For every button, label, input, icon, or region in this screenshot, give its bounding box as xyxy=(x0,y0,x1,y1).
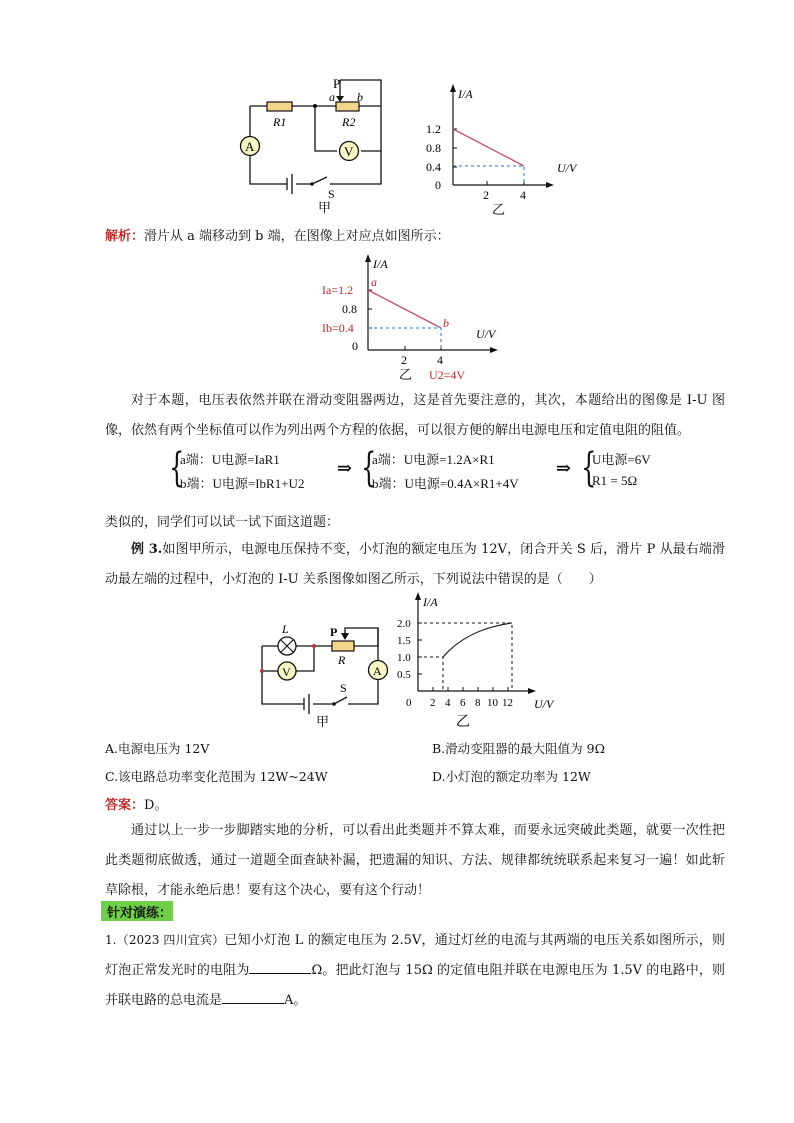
iu-graph-1 xyxy=(420,82,590,217)
graph2-ytick: 0 xyxy=(352,339,358,353)
iu-graph-3 xyxy=(396,590,566,730)
circuit-figure-1 xyxy=(230,74,400,214)
circuit-figure-3 xyxy=(248,616,398,731)
analysis-label: 解析： xyxy=(105,229,145,244)
graph1-ytick: 0.8 xyxy=(426,141,441,155)
graph2-ib-label: Ib=0.4 xyxy=(322,321,354,335)
graph3-ytick: 0.5 xyxy=(397,669,411,681)
graph1-ylabel: I/A xyxy=(458,87,473,101)
example-3-label: 例 3. xyxy=(131,542,163,557)
graph3-xtick: 10 xyxy=(487,697,498,709)
graph1-ytick: 0.4 xyxy=(426,160,441,174)
graph2-caption: 乙 xyxy=(399,367,413,382)
iu-graph-annotated xyxy=(316,252,516,387)
q1-source: 1.（2023 四川宜宾） xyxy=(105,933,225,947)
answer-label: 答案： xyxy=(105,798,145,813)
paragraph-analysis: 对于本题，电压表依然并联在滑动变阻器两边，这是首先要注意的，其次，本题给出的图像是 I-U 图像，依然有两个坐标值可以作为列出两个方程的依据，可以很方便的解出电源电压和定值电阻的阻值。 xyxy=(105,393,725,438)
graph1-xtick: 4 xyxy=(520,188,526,202)
graph3-xtick: 4 xyxy=(445,697,451,709)
graph2-point-b: b xyxy=(443,316,449,330)
graph2-ytick: 0.8 xyxy=(342,302,357,316)
equation-brace: { xyxy=(361,445,377,491)
paragraph-try: 类似的，同学们可以试一试下面这道题： xyxy=(105,515,340,530)
graph2-ylabel: I/A xyxy=(373,257,388,271)
answer-value: D。 xyxy=(144,798,168,813)
switch-s-label: S xyxy=(340,681,347,695)
graph2-xtick: 2 xyxy=(401,353,407,367)
option-d[interactable]: D.小灯泡的额定功率为 12W xyxy=(432,769,591,784)
graph3-caption: 乙 xyxy=(456,715,470,730)
meter-v-label: V xyxy=(344,144,354,159)
graph3-xtick: 0 xyxy=(406,697,412,709)
graph3-ytick: 1.5 xyxy=(397,635,411,647)
resistor-r2-label: R2 xyxy=(342,115,356,129)
equation-g3-line1: U电源=6V xyxy=(592,452,651,467)
rheostat-r-label: R xyxy=(338,653,346,667)
practice-tag-label: 针对演练： xyxy=(107,906,173,921)
equation-g1-line2: b端：U电源=IbR1+U2 xyxy=(180,476,305,491)
equation-g2-line1: a端：U电源=1.2A×R1 xyxy=(372,452,495,467)
practice-tag xyxy=(101,901,173,921)
answer-blank-2[interactable] xyxy=(222,989,284,1004)
graph3-xlabel: U/V xyxy=(534,697,554,711)
q1-text-e: A。 xyxy=(284,993,307,1008)
equation-brace: { xyxy=(581,445,597,491)
option-c[interactable]: C.该电路总功率变化范围为 12W~24W xyxy=(105,769,328,784)
graph1-ytick: 1.2 xyxy=(426,122,441,136)
graph1-xlabel: U/V xyxy=(557,161,577,175)
equation-g1-line1: a端：U电源=IaR1 xyxy=(180,452,280,467)
graph3-ylabel: I/A xyxy=(423,595,438,609)
answer-blank-1[interactable] xyxy=(249,959,311,974)
circuit-caption: 甲 xyxy=(318,200,332,214)
meter-a-label: A xyxy=(245,139,255,154)
equation-g3-line2: R1 = 5Ω xyxy=(592,473,638,488)
implies-arrow: ⇒ xyxy=(556,458,572,479)
end-b-label: b xyxy=(357,90,363,104)
q1-text-a: 已知小灯泡 L 的额定电压为 2.5V，通过灯丝的电流与其两端的电压关系如图所示， xyxy=(224,933,712,948)
end-a-label: a xyxy=(329,90,335,104)
graph2-xlabel: U/V xyxy=(476,327,496,341)
q1-text-d: 则并联电路的总电流是 xyxy=(105,963,725,1008)
practice-question-1 xyxy=(105,925,725,1016)
graph2-u2-label: U2=4V xyxy=(429,368,466,382)
analysis-text: 滑片从 a 端移动到 b 端，在图像上对应点如图所示： xyxy=(144,229,450,244)
option-a[interactable]: A.电源电压为 12V xyxy=(105,741,210,756)
meter-v-label: V xyxy=(282,665,291,679)
graph1-ytick: 0 xyxy=(435,178,441,192)
graph1-caption: 乙 xyxy=(492,202,506,217)
slider-p-label: P xyxy=(333,76,341,91)
meter-a-label: A xyxy=(373,664,382,678)
graph2-point-a: a xyxy=(371,275,377,289)
lamp-l-label: L xyxy=(282,622,289,636)
graph3-xtick: 12 xyxy=(502,697,513,709)
resistor-r1-label: R1 xyxy=(273,115,287,129)
paragraph-summary: 通过以上一步一步脚踏实地的分析，可以看出此类题并不算太难，而要永远突破此类题，就要一次性把此类题彻底做透，通过一道题全面查缺补漏，把遗漏的知识、方法、规律都统统联系起来复习一遍！如此斩草除根，才能永绝后患！要有这个决心，要有这个行动！ xyxy=(105,823,725,898)
equation-brace: { xyxy=(169,445,185,491)
circuit3-caption: 甲 xyxy=(316,714,330,729)
implies-arrow: ⇒ xyxy=(337,458,353,479)
graph3-ytick: 2.0 xyxy=(397,618,411,630)
analysis-line xyxy=(105,225,450,244)
graph2-ia-label: Ia=1.2 xyxy=(322,283,354,297)
option-b[interactable]: B.滑动变阻器的最大阻值为 9Ω xyxy=(432,741,605,756)
graph3-ytick: 1.0 xyxy=(397,652,411,664)
graph2-xtick: 4 xyxy=(437,353,443,367)
q1-text-b: 则灯泡正常发光时的电阻为 xyxy=(105,933,725,978)
equation-g2-line2: b端：U电源=0.4A×R1+4V xyxy=(372,476,519,491)
graph1-xtick: 2 xyxy=(483,188,489,202)
graph3-xtick: 8 xyxy=(475,697,481,709)
graph3-xtick: 2 xyxy=(430,697,436,709)
graph3-xtick: 6 xyxy=(460,697,466,709)
example-3-text: 如图甲所示，电源电压保持不变，小灯泡的额定电压为 12V，闭合开关 S 后，滑片 P 从最右端滑动最左端的过程中，小灯泡的 I-U 关系图像如图乙所示，下列说法中错误的是（ ） xyxy=(105,542,725,587)
answer-line xyxy=(105,794,167,813)
q1-text-c: Ω。把此灯泡与 15Ω 的定值电阻并联在电源电压为 1.5V 的电路中， xyxy=(311,963,712,978)
slider-p-label: P xyxy=(330,625,338,639)
switch-s-label: S xyxy=(328,187,335,201)
example-3 xyxy=(105,535,725,595)
